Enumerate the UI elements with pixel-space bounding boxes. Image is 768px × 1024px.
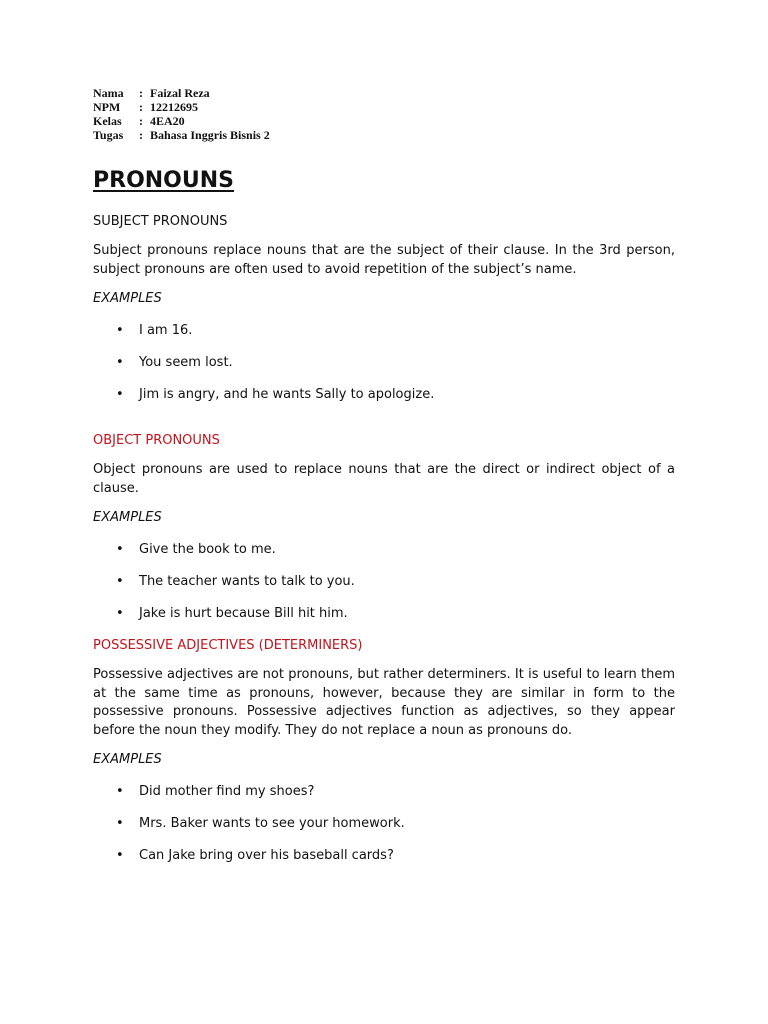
bullet-icon: • (116, 387, 124, 402)
info-row-nama (93, 86, 675, 100)
info-separator: : (139, 128, 143, 142)
bullet-icon: • (116, 816, 124, 831)
section-paragraph-object-pronouns: Object pronouns are used to replace nouns that are the direct or indirect object of a clause. (93, 462, 675, 496)
list-item (93, 574, 675, 590)
list-item (93, 387, 675, 403)
list-item (93, 784, 675, 800)
examples-label: EXAMPLES (93, 752, 162, 767)
section-heading-subject-pronouns: SUBJECT PRONOUNS (93, 214, 228, 229)
info-separator: : (139, 114, 143, 128)
bullet-icon: • (116, 542, 124, 557)
section-paragraph-subject-pronouns: Subject pronouns replace nouns that are the subject of their clause. In the 3rd person, subject pronouns are often used to avoid repetition of the subject’s name. (93, 243, 675, 277)
examples-list-possessive-adjectives (93, 784, 675, 864)
section-heading-object-pronouns: OBJECT PRONOUNS (93, 433, 220, 448)
example-text: Jake is hurt because Bill hit him. (139, 606, 348, 621)
example-text: You seem lost. (139, 355, 233, 370)
document-title: PRONOUNS (93, 168, 235, 193)
info-label: Tugas (93, 128, 124, 142)
info-row-tugas (93, 128, 675, 142)
section-heading-possessive-adjectives: POSSESSIVE ADJECTIVES (DETERMINERS) (93, 638, 363, 653)
info-label: NPM (93, 100, 121, 114)
examples-list-subject-pronouns (93, 323, 675, 403)
info-label: Kelas (93, 114, 122, 128)
list-item (93, 816, 675, 832)
info-row-kelas (93, 114, 675, 128)
info-value: Faizal Reza (150, 86, 210, 100)
list-item (93, 323, 675, 339)
bullet-icon: • (116, 355, 124, 370)
list-item (93, 355, 675, 371)
example-text: The teacher wants to talk to you. (139, 574, 355, 589)
info-value: 4EA20 (150, 114, 185, 128)
info-separator: : (139, 100, 143, 114)
example-text: Jim is angry, and he wants Sally to apologize. (139, 387, 435, 402)
info-separator: : (139, 86, 143, 100)
info-label: Nama (93, 86, 124, 100)
bullet-icon: • (116, 784, 124, 799)
example-text: Mrs. Baker wants to see your homework. (139, 816, 405, 831)
document-page (93, 86, 675, 880)
list-item (93, 848, 675, 864)
student-info-block (93, 86, 675, 142)
example-text: Did mother find my shoes? (139, 784, 315, 799)
list-item (93, 542, 675, 558)
bullet-icon: • (116, 606, 124, 621)
examples-label: EXAMPLES (93, 510, 162, 525)
info-row-npm (93, 100, 675, 114)
info-value: 12212695 (150, 100, 198, 114)
bullet-icon: • (116, 574, 124, 589)
examples-list-object-pronouns (93, 542, 675, 622)
example-text: Give the book to me. (139, 542, 276, 557)
section-paragraph-possessive-adjectives: Possessive adjectives are not pronouns, but rather determiners. It is useful to learn them at the same time as pronouns, however, because they are similar in form to the possessive pronouns. Possessive adjectives function as adjectives, so they appear before the noun they modify. They do not replace a noun as pronouns do. (93, 667, 675, 738)
bullet-icon: • (116, 323, 124, 338)
examples-label: EXAMPLES (93, 291, 162, 306)
example-text: I am 16. (139, 323, 193, 338)
example-text: Can Jake bring over his baseball cards? (139, 848, 394, 863)
info-value: Bahasa Inggris Bisnis 2 (150, 128, 270, 142)
bullet-icon: • (116, 848, 124, 863)
list-item (93, 606, 675, 622)
